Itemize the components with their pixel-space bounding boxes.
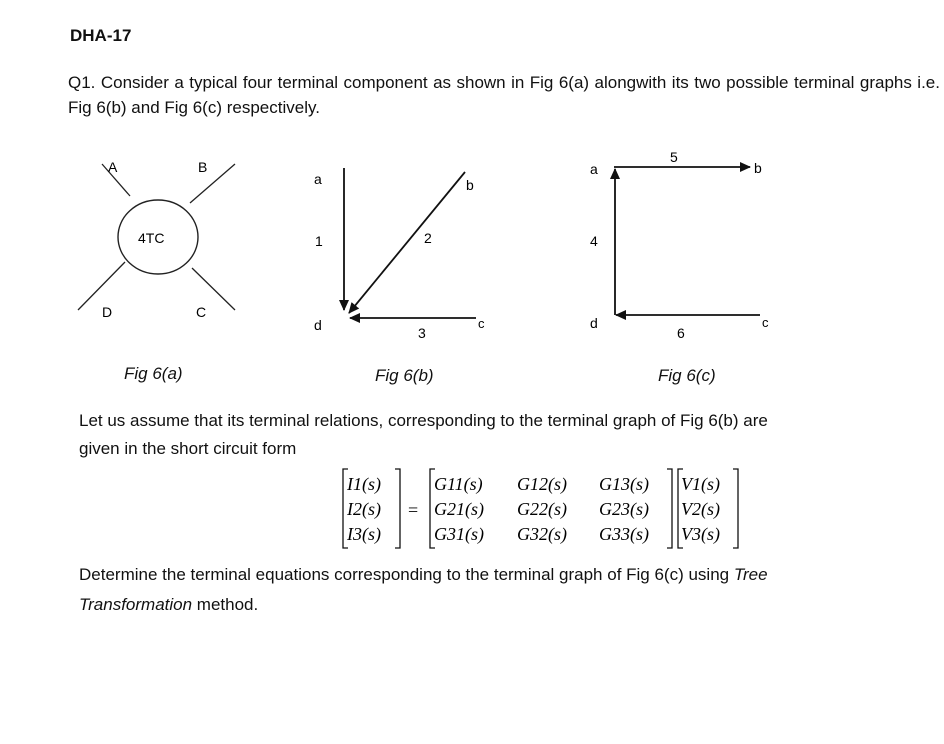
rhs-voltage-2: V2(s) bbox=[681, 499, 720, 519]
terminal-c-label: C bbox=[196, 304, 207, 320]
node-d-label: d bbox=[590, 315, 598, 331]
terminal-d-label: D bbox=[102, 304, 113, 320]
edge-2-label: 2 bbox=[424, 230, 432, 246]
node-b-label: b bbox=[466, 177, 474, 193]
g11: G11(s) bbox=[434, 474, 483, 494]
terminal-a-label: A bbox=[108, 159, 118, 175]
fig-6c-graph bbox=[580, 145, 790, 345]
assumption-text: Let us assume that its terminal relations, corresponding to the terminal graph of Fig 6(b) are given in the short circuit form bbox=[79, 411, 768, 458]
task-method: Tree Transformation bbox=[79, 565, 768, 614]
equals-sign: = bbox=[408, 500, 419, 520]
g21: G21(s) bbox=[434, 499, 484, 519]
fig-6a-caption: Fig 6(a) bbox=[124, 364, 183, 383]
g32: G32(s) bbox=[517, 524, 567, 544]
node-b-label: b bbox=[754, 160, 762, 176]
rhs-voltage-3: V3(s) bbox=[681, 524, 720, 544]
rhs-voltage-1: V1(s) bbox=[681, 474, 720, 494]
node-d-label: d bbox=[314, 317, 322, 333]
task-suffix: method. bbox=[192, 595, 259, 614]
lhs-current-2: I2(s) bbox=[347, 499, 381, 519]
node-a-label: a bbox=[314, 171, 322, 187]
node-c-label: c bbox=[478, 316, 485, 331]
edge-5-label: 5 bbox=[670, 149, 678, 165]
component-label: 4TC bbox=[138, 230, 165, 246]
fig-6b-graph bbox=[300, 150, 510, 350]
edge-6-label: 6 bbox=[677, 325, 685, 341]
question-intro: Q1. Consider a typical four terminal component as shown in Fig 6(a) alongwith its two possible terminal graphs i.e. Fig 6(b) and Fig 6(c) respectively. bbox=[68, 73, 940, 117]
g13: G13(s) bbox=[599, 474, 649, 494]
fig-6a-diagram bbox=[70, 150, 250, 330]
g12: G12(s) bbox=[517, 474, 567, 494]
task-prefix: Determine the terminal equations corresponding to the terminal graph of Fig 6(c) using bbox=[79, 565, 734, 584]
g22: G22(s) bbox=[517, 499, 567, 519]
edge-1-label: 1 bbox=[315, 233, 323, 249]
short-circuit-equation bbox=[335, 466, 755, 556]
g23: G23(s) bbox=[599, 499, 649, 519]
g31: G31(s) bbox=[434, 524, 484, 544]
fig-6c-caption: Fig 6(c) bbox=[658, 366, 716, 385]
task-text bbox=[79, 560, 839, 620]
terminal-d-lead bbox=[78, 262, 125, 310]
node-a-label: a bbox=[590, 161, 598, 177]
lhs-current-3: I3(s) bbox=[347, 524, 381, 544]
edge-2 bbox=[349, 172, 465, 313]
terminal-b-lead bbox=[190, 164, 235, 203]
document-heading: DHA-17 bbox=[70, 26, 132, 45]
g33: G33(s) bbox=[599, 524, 649, 544]
node-c-label: c bbox=[762, 315, 769, 330]
edge-4-label: 4 bbox=[590, 233, 598, 249]
lhs-current-1: I1(s) bbox=[347, 474, 381, 494]
fig-6b-caption: Fig 6(b) bbox=[375, 366, 434, 385]
edge-3-label: 3 bbox=[418, 325, 426, 341]
terminal-b-label: B bbox=[198, 159, 208, 175]
